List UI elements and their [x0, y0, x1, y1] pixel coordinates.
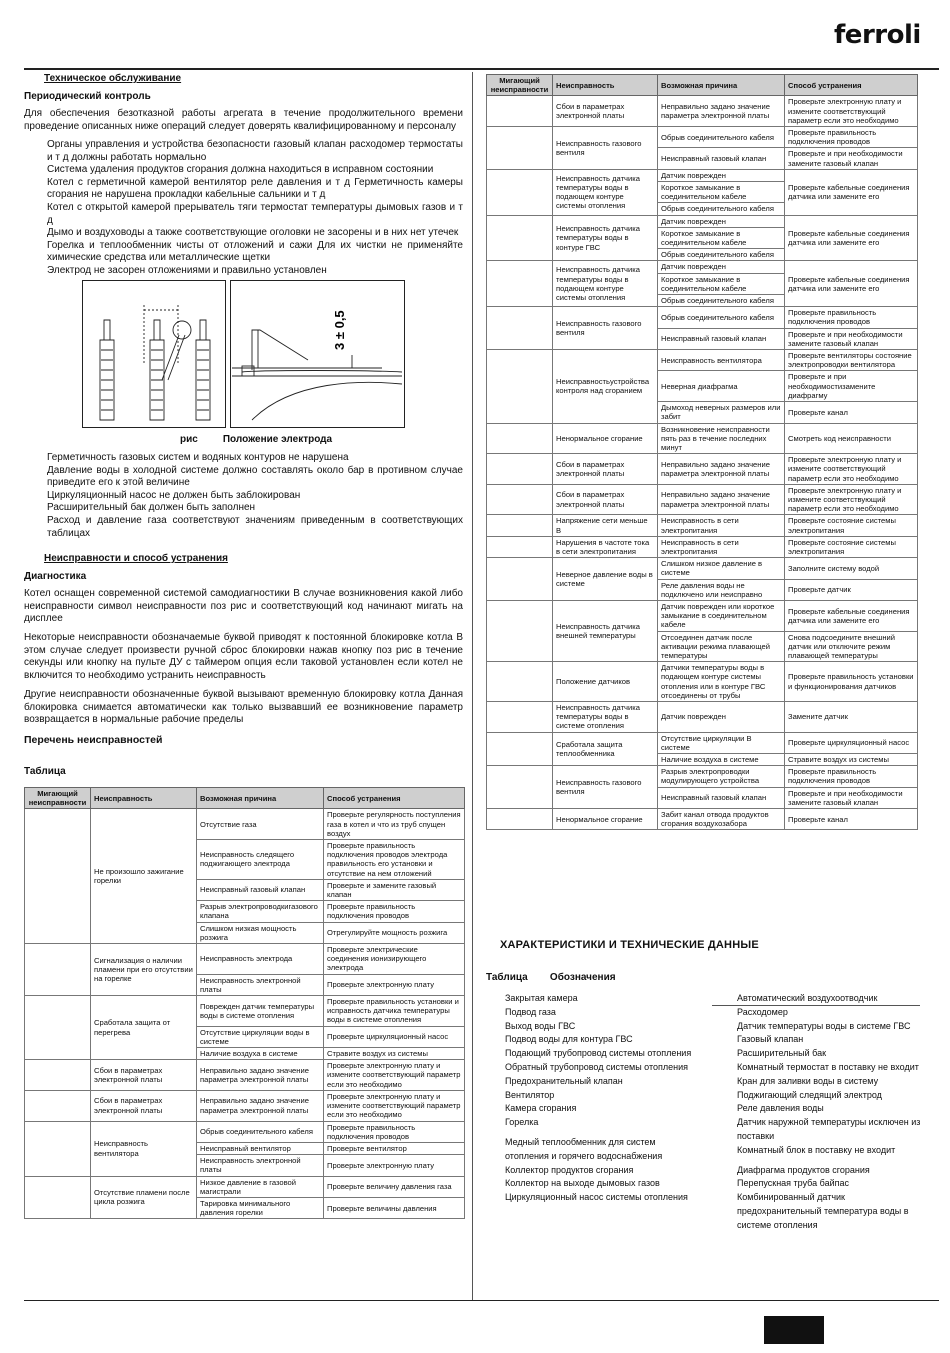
legend-right-list — [737, 992, 927, 1233]
fault-cell: Неисправность газового вентиля — [553, 766, 658, 809]
table-row — [487, 350, 918, 371]
fix-cell: Проверьте датчик — [785, 579, 918, 600]
cause-cell: Неисправный вентилятор — [197, 1142, 324, 1154]
legend-item: Подвод газа — [505, 1006, 556, 1017]
fix-cell: Снова подсоедините внешний датчик или отключите режим плавающей температуры — [785, 631, 918, 662]
legend-heading: Таблица Обозначения — [486, 972, 616, 983]
legend-item: Датчик температуры воды в системе ГВС — [737, 1020, 911, 1031]
fault-cell: Ненормальное сгорание — [553, 423, 658, 454]
table-row — [487, 169, 918, 181]
fault-code-cell — [487, 215, 553, 261]
fix-cell: Проверьте правильность подключения проводов — [324, 901, 465, 922]
table-row — [487, 215, 918, 227]
fix-cell: Проверьте циркуляционный насос — [785, 732, 918, 753]
fault-code-cell — [487, 558, 553, 601]
fix-cell: Проверьте регулярность поступления газа в котел и что из труб спущен воздух — [324, 809, 465, 840]
cause-cell: Наличие воздуха в системе — [658, 754, 785, 766]
cause-cell: Обрыв соединительного кабеля — [658, 127, 785, 148]
fix-cell: Замените датчик — [785, 701, 918, 732]
table-row — [25, 1176, 465, 1197]
cause-cell: Неисправный газовый клапан — [658, 787, 785, 808]
cause-cell: Датчики температуры воды в подающем контуре системы отопления или в контуре ГВС отсоединены от трубы — [658, 662, 785, 702]
cause-cell: Обрыв соединительного кабеля — [658, 249, 785, 261]
cause-cell: Неисправный газовый клапан — [197, 879, 324, 900]
fault-code-cell — [487, 484, 553, 515]
fix-cell: Проверьте величину давления газа — [324, 1176, 465, 1197]
fix-cell: Проверьте правильность подключения проводов — [785, 766, 918, 787]
table-row — [487, 766, 918, 787]
table-row — [487, 701, 918, 732]
table-row — [487, 454, 918, 485]
fix-cell: Проверьте электрические соединения ионизирующего электрода — [324, 944, 465, 975]
check-item: Циркуляционный насос не должен быть заблокирован — [47, 489, 301, 501]
cause-cell: Неисправность в сети электропитания — [658, 515, 785, 536]
fault-code-cell — [25, 1176, 91, 1219]
table-row — [487, 558, 918, 579]
cause-cell: Забит канал отвода продуктов сгорания воздухозабора — [658, 809, 785, 830]
legend-item: Кран для заливки воды в систему — [737, 1075, 879, 1086]
fix-cell: Проверьте правильность подключения проводов — [785, 307, 918, 328]
fix-cell: Стравите воздух из системы — [785, 754, 918, 766]
cause-cell: Неисправность электрода — [197, 944, 324, 975]
fix-cell: Проверьте и при необходимости замените газовый клапан — [785, 328, 918, 349]
cause-cell: Обрыв соединительного кабеля — [658, 295, 785, 307]
table-row — [487, 732, 918, 753]
table-row — [487, 662, 918, 702]
fix-cell: Заполните систему водой — [785, 558, 918, 579]
legend-item: Закрытая камера — [505, 993, 578, 1003]
fault-code-cell — [487, 515, 553, 536]
cause-cell: Неправильно задано значение параметра электронной платы — [197, 1090, 324, 1121]
cause-cell: Обрыв соединительного кабеля — [658, 203, 785, 215]
fix-cell: Проверьте состояние системы электропитания — [785, 515, 918, 536]
cause-cell: Поврежден датчик температуры воды в системе отопления — [197, 996, 324, 1027]
legend-item: Вентилятор — [505, 1089, 555, 1100]
fault-code-cell — [25, 1090, 91, 1121]
table-row — [487, 515, 918, 536]
fault-cell: Ненормальное сгорание — [553, 809, 658, 830]
legend-item: Камера сгорания — [505, 1103, 577, 1114]
table-row — [487, 536, 918, 557]
section-title: Техническое обслуживание — [44, 73, 182, 84]
fault-cell: Сработала защита теплообменника — [553, 732, 658, 766]
fault-code-cell — [25, 944, 91, 996]
table-row — [25, 1121, 465, 1142]
table-row — [487, 484, 918, 515]
fix-cell: Проверьте и при необходимостизамените диафрагму — [785, 371, 918, 402]
cause-cell: Слишком низкое давление в системе — [658, 558, 785, 579]
fix-cell: Проверьте состояние системы электропитания — [785, 536, 918, 557]
cause-cell: Неисправность электронной платы — [197, 1155, 324, 1176]
fault-code-cell — [25, 1121, 91, 1176]
fault-code-cell — [487, 662, 553, 702]
legend-item: Горелка — [505, 1117, 539, 1128]
legend-left-list — [505, 992, 701, 1205]
fault-cell: Отсутствие пламени после цикла розжига — [91, 1176, 197, 1219]
cause-cell: Реле давления воды не подключено или неисправно — [658, 579, 785, 600]
check-item: Котел с герметичной камерой вентилятор реле давления и т д Герметичность камеры сгорания не нарушена прокладки кабельные сальники и т д — [47, 176, 463, 201]
fault-cell: Сбои в параметрах электронной платы — [91, 1060, 197, 1091]
fix-cell: Стравите воздух из системы — [324, 1048, 465, 1060]
fix-cell: Проверьте кабельные соединения датчика или замените его — [785, 261, 918, 307]
fix-cell: Проверьте электронную плату и измените соответствующий параметр если это необходимо — [785, 454, 918, 485]
fix-cell: Проверьте электронную плату — [324, 974, 465, 995]
fault-code-cell — [487, 350, 553, 423]
table-row — [487, 96, 918, 127]
table-row — [25, 1090, 465, 1121]
legend-item: Медный теплообменник для систем отопления и горячего водоснабжения — [505, 1136, 663, 1161]
fix-cell: Проверьте кабельные соединения датчика или замените его — [785, 215, 918, 261]
figure-caption: рис Положение электрода — [180, 434, 333, 445]
fault-code-cell — [25, 809, 91, 944]
cause-cell: Разрыв электропроводки модулирующего устройства — [658, 766, 785, 787]
cause-cell: Разрыв электропроводкигазового клапана — [197, 901, 324, 922]
fix-cell: Проверьте правильность установки и функционирования датчиков — [785, 662, 918, 702]
intro-paragraph: Для обеспечения безотказной работы агрегата в течение продолжительного времени проведение описанных ниже операций следует доверять квалифицированному и персоналу — [24, 108, 463, 132]
cause-cell: Датчик поврежден — [658, 215, 785, 227]
cause-cell: Тарировка минимального давления горелки — [197, 1197, 324, 1218]
table-row — [25, 944, 465, 975]
cause-cell: Отсоединен датчик после активации режима плавающей температуры — [658, 631, 785, 662]
cause-cell: Неправильно задано значение параметра электронной платы — [197, 1060, 324, 1091]
cause-cell: Короткое замыкание в соединительном кабеле — [658, 227, 785, 248]
table-row — [487, 809, 918, 830]
cause-cell: Короткое замыкание в соединительном кабеле — [658, 273, 785, 294]
check-item: Котел с открытой камерой прерыватель тяги термостат температуры дымовых газов и т д — [47, 201, 463, 226]
fix-cell: Проверьте электронную плату и измените соответствующий параметр если это необходимо — [324, 1060, 465, 1091]
fault-cell: Нарушения в частоте тока в сети электропитания — [553, 536, 658, 557]
col-header-fix: Способ устранения — [324, 788, 465, 809]
fault-code-cell — [487, 732, 553, 766]
fix-cell: Проверьте и при необходимости замените газовый клапан — [785, 787, 918, 808]
legend-item: Обратный трубопровод системы отопления — [505, 1061, 689, 1072]
check-item: Герметичность газовых систем и водяных контуров не нарушена — [47, 452, 349, 463]
cause-cell: Неисправный газовый клапан — [658, 328, 785, 349]
cause-cell: Дымоход неверных размеров или забит — [658, 402, 785, 423]
column-divider — [472, 72, 473, 1300]
cause-cell: Обрыв соединительного кабеля — [197, 1121, 324, 1142]
fix-cell: Проверьте электронную плату — [324, 1155, 465, 1176]
footer-rule — [24, 1300, 939, 1301]
fix-cell: Проверьте электронную плату и измените соответствующий параметр если это необходимо — [324, 1090, 465, 1121]
cause-cell: Отсутствие циркуляции воды в системе — [197, 1026, 324, 1047]
cause-cell: Неисправный газовый клапан — [658, 148, 785, 169]
diag-title: Диагностика — [24, 571, 87, 582]
fault-cell: Сигнализация о наличии пламени при его отсутствии на горелке — [91, 944, 197, 996]
table-row — [25, 996, 465, 1027]
spec-title: ХАРАКТЕРИСТИКИ И ТЕХНИЧЕСКИЕ ДАННЫЕ — [500, 939, 759, 951]
fault-cell: Неисправность газового вентиля — [553, 127, 658, 170]
brand-logo: ferroli — [834, 20, 921, 50]
fix-cell: Проверьте кабельные соединения датчика или замените его — [785, 600, 918, 631]
fix-cell: Проверьте канал — [785, 402, 918, 423]
fault-code-cell — [487, 454, 553, 485]
table-row — [25, 1060, 465, 1091]
fault-code-cell — [487, 423, 553, 454]
cause-cell: Неправильно задано значение параметра электронной платы — [658, 484, 785, 515]
fix-cell: Проверьте величины давления — [324, 1197, 465, 1218]
page-number-box — [764, 1316, 824, 1344]
cause-cell: Датчик поврежден — [658, 701, 785, 732]
legend-item: Диафрагма продуктов сгорания — [737, 1164, 870, 1175]
table-row — [487, 423, 918, 454]
cause-cell: Неправильно задано значение параметра электронной платы — [658, 96, 785, 127]
cause-cell: Неисправность вентилятора — [658, 350, 785, 371]
legend-item: Комбинированный датчик предохранительный температура воды в системе отопления — [737, 1192, 909, 1230]
fault-code-cell — [487, 600, 553, 661]
fix-cell: Проверьте и при необходимости замените газовый клапан — [785, 148, 918, 169]
cause-cell: Возникновение неисправности пять раз в течение последних минут — [658, 423, 785, 454]
fault-code-cell — [487, 169, 553, 215]
fix-cell: Проверьте электронную плату и измените соответствующий параметр если это необходимо — [785, 484, 918, 515]
legend-item: Комнатный блок в поставку не входит — [737, 1144, 896, 1155]
checks-list — [24, 139, 463, 278]
legend-rule — [712, 1005, 920, 1006]
fix-cell: Проверьте правильность подключения проводов — [785, 127, 918, 148]
fix-cell: Отрегулируйте мощность розжига — [324, 922, 465, 943]
fault-cell: Неисправностьустройства контроля над сгоранием — [553, 350, 658, 423]
col-header-fault: Неисправность — [553, 75, 658, 96]
cause-cell: Неправильно задано значение параметра электронной платы — [658, 454, 785, 485]
cause-cell: Неисправность электронной платы — [197, 974, 324, 995]
diag-paragraph-3: Другие неисправности обозначенные буквой вызывают временную блокировку котла Данная блокировка снимается автоматически как только вызвавший ее возникновение параметр возвращается в нормальные рабочие пределы — [24, 689, 463, 726]
fix-cell: Проверьте кабельные соединения датчика или замените его — [785, 169, 918, 215]
cause-cell: Датчик поврежден или короткое замыкание в соединительном кабеле — [658, 600, 785, 631]
fault-code-cell — [487, 701, 553, 732]
fault-cell: Неисправность датчика температуры воды в подающем контуре системы отопления — [553, 261, 658, 307]
fault-cell: Сбои в параметрах электронной платы — [553, 484, 658, 515]
fault-code-cell — [487, 536, 553, 557]
cause-cell: Отсутствие газа — [197, 809, 324, 840]
fault-cell: Сбои в параметрах электронной платы — [553, 96, 658, 127]
table-row — [487, 307, 918, 328]
fault-cell: Напряжение сети меньше В — [553, 515, 658, 536]
check-item: Система удаления продуктов сгорания должна находиться в исправном состоянии — [47, 164, 434, 176]
check-item: Органы управления и устройства безопасности газовый клапан расходомер термостаты и т д должны работать нормально — [47, 139, 463, 163]
cause-cell: Отсутствие циркуляции В системе — [658, 732, 785, 753]
fault-cell: Неисправность газового вентиля — [553, 307, 658, 350]
check-item: Дымо и воздуховоды а также соответствующие оголовки не засорены и в них нет утечек — [47, 227, 459, 239]
fault-cell: Неисправность датчика температуры воды в системе отопления — [553, 701, 658, 732]
fault-code-cell — [487, 96, 553, 127]
list-title: Перечень неисправностей — [24, 734, 163, 746]
legend-item: Подвод воды для контура ГВС — [505, 1034, 633, 1045]
cause-cell: Наличие воздуха в системе — [197, 1048, 324, 1060]
legend-item: Расширительный бак — [737, 1048, 827, 1059]
fault-cell: Неисправность вентилятора — [91, 1121, 197, 1176]
col-header-fault: Неисправность — [91, 788, 197, 809]
fault-cell: Сбои в параметрах электронной платы — [553, 454, 658, 485]
col-header-code: Мигающий неисправности — [25, 788, 91, 809]
electrode-figure — [82, 280, 405, 428]
legend-item: Выход воды ГВС — [505, 1020, 576, 1031]
cause-cell: Неисправность в сети электропитания — [658, 536, 785, 557]
table-title: Таблица — [24, 766, 66, 777]
fault-cell: Неисправность датчика внешней температуры — [553, 600, 658, 661]
fix-cell: Проверьте вентилятор — [324, 1142, 465, 1154]
periodic-title: Периодический контроль — [24, 91, 151, 102]
fault-cell: Неверное давление воды в системе — [553, 558, 658, 601]
legend-item: Реле давления воды — [737, 1103, 824, 1114]
fault-code-cell — [487, 766, 553, 809]
col-header-cause: Возможная причина — [658, 75, 785, 96]
header-rule — [24, 68, 939, 70]
legend-item: Коллектор продуктов сгорания — [505, 1164, 634, 1175]
col-header-fix: Способ устранения — [785, 75, 918, 96]
fix-cell: Проверьте правильность подключения проводов электрода правильность его установки и отсутствие на нем отложений — [324, 840, 465, 880]
fault-code-cell — [487, 261, 553, 307]
faults-title: Неисправности и способ устранения — [44, 553, 228, 564]
legend-item: Подающий трубопровод системы отопления — [505, 1048, 692, 1059]
legend-item: Газовый клапан — [737, 1034, 804, 1045]
cause-cell: Низкое давление в газовой магистрали — [197, 1176, 324, 1197]
fault-code-cell — [25, 996, 91, 1060]
table-row — [487, 127, 918, 148]
fault-cell: Сработала защита от перегрева — [91, 996, 197, 1060]
legend-item: Коллектор на выходе дымовых газов — [505, 1178, 660, 1189]
fault-table-left — [24, 787, 465, 1219]
fix-cell: Проверьте вентиляторы состояние электропроводки вентилятора — [785, 350, 918, 371]
legend-item: Автоматический воздухоотводчик — [737, 993, 878, 1003]
fault-cell: Не произошло зажигание горелки — [91, 809, 197, 944]
check-item: Давление воды в холодной системе должно составлять около бар в противном случае приведите его к этой величине — [47, 464, 463, 489]
fix-cell: Проверьте циркуляционный насос — [324, 1026, 465, 1047]
table-row — [487, 600, 918, 631]
cause-cell: Короткое замыкание в соединительном кабеле — [658, 182, 785, 203]
legend-item: Датчик наружной температуры исключен из поставки — [737, 1117, 921, 1141]
check-item: Электрод не засорен отложениями и правильно установлен — [47, 264, 327, 276]
cause-cell: Датчик поврежден — [658, 169, 785, 181]
cause-cell: Слишком низкая мощность розжига — [197, 922, 324, 943]
fault-cell: Неисправность датчика температуры воды в контуре ГВС — [553, 215, 658, 261]
table-row — [25, 809, 465, 840]
diag-paragraph-1: Котел оснащен современной системой самодиагностики В случае возникновения какой либо неисправности символ неисправности поз рис и соответствующий код начинают мигать на дисплее — [24, 588, 463, 625]
cause-cell: Датчик поврежден — [658, 261, 785, 273]
check-item: Расширительный бак должен быть заполнен — [47, 502, 256, 514]
fault-cell: Неисправность датчика температуры воды в подающем контуре системы отопления — [553, 169, 658, 215]
cause-cell: Неверная диафрагма — [658, 371, 785, 402]
diag-paragraph-2: Некоторые неисправности обозначаемые буквой приводят к постоянной блокировке котла В этом случае следует произвести ручной сброс блокировки нажав кнопку поз рис в течение секунды или кнопку на пульте ДУ с таймером опция если таковой установлен если котел не включится то необходимо устранить неисправность — [24, 632, 463, 681]
fix-cell: Смотреть код неисправности — [785, 423, 918, 454]
legend-item: Циркуляционный насос системы отопления — [505, 1192, 688, 1203]
table-row — [487, 261, 918, 273]
fault-table-right — [486, 74, 918, 830]
check-item: Горелка и теплообменник чисты от отложений и сажи Для их чистки не применяйте химические средства или металлические щетки — [47, 239, 463, 264]
check-item: Расход и давление газа соответствуют значениям приведенным в соответствующих таблицах — [47, 514, 463, 539]
legend-item: Перепускная труба байпас — [737, 1178, 849, 1189]
legend-item: Предохранительный клапан — [505, 1075, 623, 1086]
fix-cell: Проверьте правильность подключения проводов — [324, 1121, 465, 1142]
cause-cell: Неисправность следящего поджигающего электрода — [197, 840, 324, 880]
legend-item: Поджигающий следящий электрод — [737, 1089, 882, 1100]
figure-label: 3 ± 0,5 — [332, 310, 347, 350]
fault-code-cell — [487, 809, 553, 830]
legend-item: Комнатный термостат в поставку не входит — [737, 1061, 919, 1072]
fault-code-cell — [487, 127, 553, 170]
fix-cell: Проверьте электронную плату и измените соответствующий параметр если это необходимо — [785, 96, 918, 127]
legend-item: Расходомер — [737, 1006, 788, 1017]
cause-cell: Обрыв соединительного кабеля — [658, 307, 785, 328]
fault-cell: Положение датчиков — [553, 662, 658, 702]
fault-code-cell — [25, 1060, 91, 1091]
fix-cell: Проверьте и замените газовый клапан — [324, 879, 465, 900]
col-header-cause: Возможная причина — [197, 788, 324, 809]
col-header-code: Мигающий неисправности — [487, 75, 553, 96]
fault-cell: Сбои в параметрах электронной платы — [91, 1090, 197, 1121]
fault-code-cell — [487, 307, 553, 350]
checks2-list — [24, 452, 463, 540]
fix-cell: Проверьте правильность установки и исправность датчика температуры воды в системе отопления — [324, 996, 465, 1027]
fix-cell: Проверьте канал — [785, 809, 918, 830]
